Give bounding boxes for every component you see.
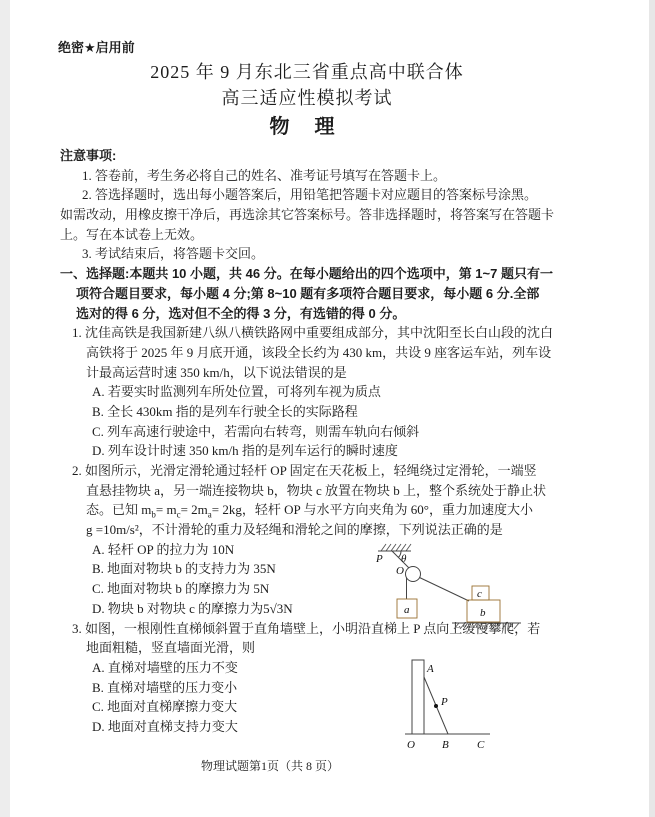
- label-P: P: [376, 553, 383, 565]
- question-2-option-b: B. 地面对物块 b 的支持力为 35N: [92, 561, 276, 577]
- question-2-option-c: C. 地面对物块 b 的摩擦力为 5N: [92, 581, 270, 597]
- label-c: c: [477, 588, 482, 600]
- question-1-option-c: C. 列车高速行驶途中，若需向右转弯，则需车轨向右倾斜: [92, 423, 420, 439]
- question-2-pulley-diagram: [373, 538, 583, 634]
- ground-hatch: [454, 623, 519, 629]
- text-segment: = 2kg，轻杆 OP 与水平方向夹角为 60°，重力加速度大小: [211, 502, 533, 518]
- point-P-dot: [434, 704, 438, 708]
- question-3-ladder-diagram: [400, 652, 500, 754]
- notice-item-1: 1. 答卷前，考生务必将自己的姓名、准考证号填写在答题卡上。: [82, 167, 447, 183]
- question-3-option-a: A. 直梯对墙壁的压力不变: [92, 659, 238, 675]
- text-segment: 态。已知 m: [86, 502, 152, 518]
- section1-header-line2: 项符合题目要求，每小题 4 分;第 8~10 题有多项符合题目要求，每小题 6 分.全部: [76, 285, 540, 301]
- question-2-line3: [60, 500, 605, 520]
- exam-body: [60, 146, 605, 737]
- question-3-option-d: D. 地面对直梯支持力变大: [92, 718, 238, 734]
- ceiling-hatch: [381, 544, 411, 551]
- subject-title: 物 理: [269, 116, 345, 138]
- label-C: C: [477, 739, 485, 751]
- question-3-line1: 3. 如图，一根刚性直梯倾斜置于直角墙壁上，小明沿直梯上 P 点向上缓慢攀爬，若: [72, 620, 541, 636]
- label-P: P: [441, 696, 448, 708]
- classification-label: 绝密★启用前: [58, 40, 135, 55]
- section1-header-line3: 选对的得 6 分，选对但不全的得 3 分，有选错的得 0 分。: [76, 305, 406, 321]
- subscript-c: c: [176, 509, 181, 520]
- page-footer: 物理试题第1页（共 8 页）: [200, 759, 339, 773]
- question-3-option-b: B. 直梯对墙壁的压力变小: [92, 679, 238, 695]
- notice-item-2-line3: 上。写在本试卷上无效。: [60, 226, 204, 242]
- rope-diagonal: [420, 578, 470, 602]
- label-B: B: [442, 739, 449, 751]
- subscript-a: a: [207, 509, 212, 520]
- question-1-option-b: B. 全长 430km 指的是列车行驶全长的实际路程: [92, 403, 358, 419]
- notice-item-3: 3. 考试结束后，将答题卡交回。: [82, 246, 265, 262]
- question-3-option-c: C. 地面对直梯摩擦力变大: [92, 699, 238, 715]
- label-O: O: [407, 739, 415, 751]
- notice-item-2-line1: 2. 答选择题时，选出每小题答案后，用铅笔把答题卡对应题目的答案标号涂黑。: [82, 187, 538, 203]
- scan-edge-right: [649, 0, 655, 817]
- label-O: O: [396, 565, 404, 577]
- question-1-line3: 计最高运营时速 350 km/h，以下说法错误的是: [86, 364, 347, 380]
- question-1-line2: 高铁将于 2025 年 9 月底开通，该段全长约为 430 km，共设 9 座客运车站，列车设: [86, 344, 552, 360]
- section1-header-line1: 一、选择题:本题共 10 小题，共 46 分。在每小题给出的四个选项中，第 1~7 题只有一: [60, 266, 553, 282]
- label-b: b: [480, 607, 486, 619]
- subscript-b: b: [151, 509, 156, 520]
- question-3-line2: 地面粗糙，竖直墙面光滑，则: [86, 640, 256, 656]
- notice-item-2-line2: 如需改动，用橡皮擦干净后，再选涂其它答案标号。答非选择题时，将答案写在答题卡: [60, 207, 555, 223]
- question-1-option-a: A. 若要实时监测列车所处位置，可将列车视为质点: [92, 384, 381, 400]
- question-2-option-d: D. 物块 b 对物块 c 的摩擦力为5√3N: [92, 600, 293, 616]
- exam-title-line1: 2025 年 9 月东北三省重点高中联合体: [150, 62, 464, 82]
- pulley-wheel: [406, 567, 421, 582]
- question-2-option-a: A. 轻杆 OP 的拉力为 10N: [92, 541, 235, 557]
- question-1-option-d: D. 列车设计时速 350 km/h 指的是列车运行的瞬时速度: [92, 443, 398, 459]
- question-1-line1: 1. 沈佳高铁是我国新建八纵八横铁路网中重要组成部分，其中沈阳至长白山段的沈白: [72, 325, 554, 341]
- exam-title-line2: 高三适应性模拟考试: [221, 88, 393, 108]
- text-segment: = m: [155, 502, 177, 518]
- question-2-line4: g =10m/s²，不计滑轮的重力及轻绳和滑轮之间的摩擦，下列说法正确的是: [86, 522, 503, 538]
- label-A: A: [427, 663, 434, 675]
- label-a: a: [404, 604, 410, 616]
- notice-heading: 注意事项:: [60, 148, 117, 163]
- label-theta: θ: [401, 553, 407, 565]
- question-2-line2: 直悬挂物块 a，另一端连接物块 b，物块 c 放置在物块 b 上，整个系统处于静止状: [86, 482, 547, 498]
- question-2-line1: 2. 如图所示，光滑定滑轮通过轻杆 OP 固定在天花板上，轻绳绕过定滑轮，一端竖: [72, 463, 537, 478]
- wall: [412, 660, 424, 734]
- text-segment: = 2m: [180, 502, 208, 518]
